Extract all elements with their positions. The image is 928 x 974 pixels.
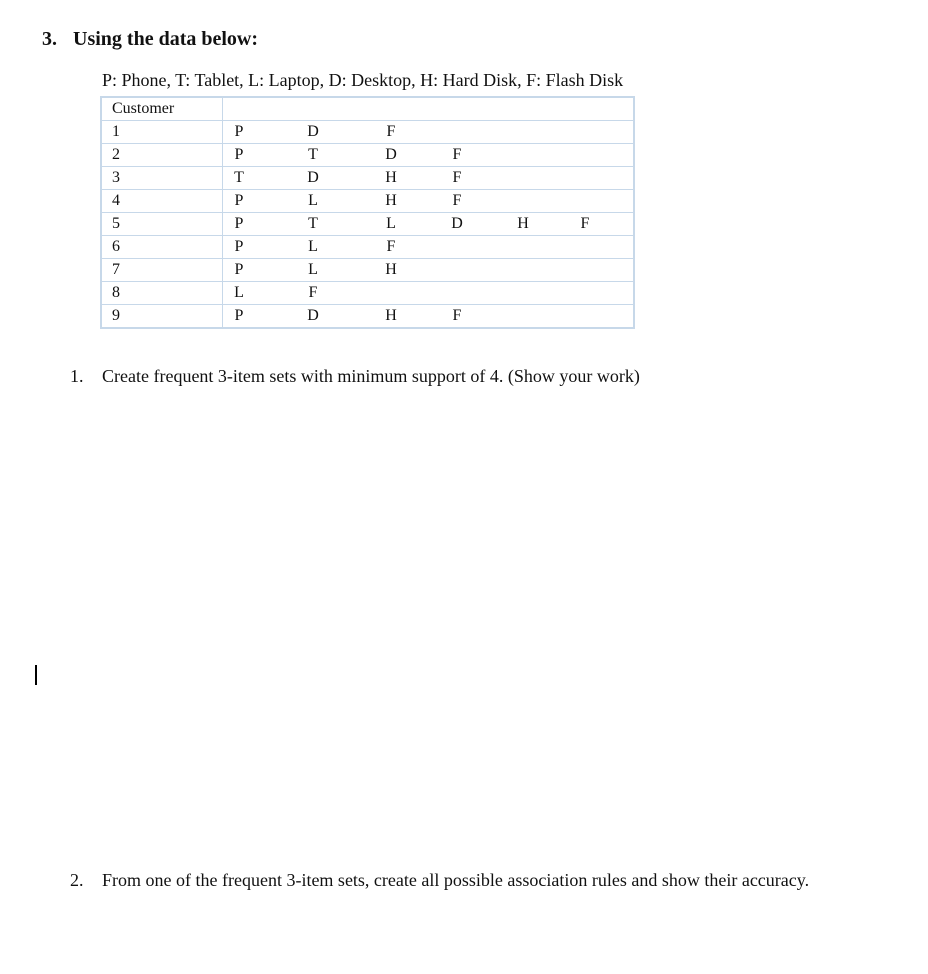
items-cell	[223, 190, 635, 213]
customer-id: 3	[101, 167, 223, 190]
items-cell	[223, 236, 635, 259]
customer-id: 6	[101, 236, 223, 259]
transaction-table	[100, 96, 635, 329]
item: L	[308, 192, 318, 209]
question-number: 3.	[42, 28, 57, 50]
items-header-cell	[223, 97, 635, 121]
item: H	[517, 215, 529, 232]
item: D	[451, 215, 463, 232]
customer-id: 8	[101, 282, 223, 305]
items-cell	[223, 259, 635, 282]
table-row	[101, 213, 634, 236]
text-cursor[interactable]	[35, 665, 37, 685]
item: F	[452, 146, 462, 163]
item: F	[452, 307, 462, 324]
item: H	[385, 261, 397, 278]
item: T	[234, 169, 244, 186]
item: T	[308, 146, 318, 163]
item: L	[386, 215, 396, 232]
item: P	[234, 261, 244, 278]
item: F	[580, 215, 590, 232]
table-row	[101, 167, 634, 190]
customer-id: 7	[101, 259, 223, 282]
item: L	[308, 238, 318, 255]
item: F	[386, 123, 396, 140]
items-cell	[223, 282, 635, 305]
item: P	[234, 123, 244, 140]
customer-id: 4	[101, 190, 223, 213]
customer-id: 1	[101, 121, 223, 144]
item: P	[234, 192, 244, 209]
items-cell	[223, 144, 635, 167]
item: H	[385, 307, 397, 324]
sub-question-1	[70, 366, 640, 387]
sub-question-2	[70, 868, 830, 892]
table-row	[101, 144, 634, 167]
item: T	[308, 215, 318, 232]
item: F	[386, 238, 396, 255]
item: F	[452, 192, 462, 209]
question-title: Using the data below:	[73, 28, 259, 50]
items-cell	[223, 167, 635, 190]
items-cell	[223, 121, 635, 144]
item: D	[307, 307, 319, 324]
table-row	[101, 190, 634, 213]
item: F	[452, 169, 462, 186]
customer-id: 5	[101, 213, 223, 236]
table-row	[101, 305, 634, 329]
item: L	[234, 284, 244, 301]
item: D	[307, 169, 319, 186]
item: D	[307, 123, 319, 140]
item: P	[234, 215, 244, 232]
item: F	[308, 284, 318, 301]
item: H	[385, 192, 397, 209]
sub-question-number: 2.	[70, 870, 84, 890]
customer-id: 2	[101, 144, 223, 167]
item: P	[234, 238, 244, 255]
customer-header: Customer	[101, 97, 223, 121]
item: P	[234, 307, 244, 324]
table-row	[101, 236, 634, 259]
items-cell	[223, 213, 635, 236]
item-legend: P: Phone, T: Tablet, L: Laptop, D: Desktop, H: Hard Disk, F: Flash Disk	[102, 70, 624, 90]
item: D	[385, 146, 397, 163]
sub-question-text: From one of the frequent 3-item sets, create all possible association rules and show their accuracy.	[102, 870, 810, 890]
sub-question-text: Create frequent 3-item sets with minimum support of 4. (Show your work)	[102, 366, 640, 386]
table-header-row	[101, 97, 634, 121]
table-row	[101, 282, 634, 305]
items-cell	[223, 305, 635, 329]
item: P	[234, 146, 244, 163]
item: H	[385, 169, 397, 186]
sub-question-number: 1.	[70, 366, 84, 386]
item: L	[308, 261, 318, 278]
customer-id: 9	[101, 305, 223, 329]
table-row	[101, 121, 634, 144]
question-heading	[42, 28, 258, 51]
table-row	[101, 259, 634, 282]
